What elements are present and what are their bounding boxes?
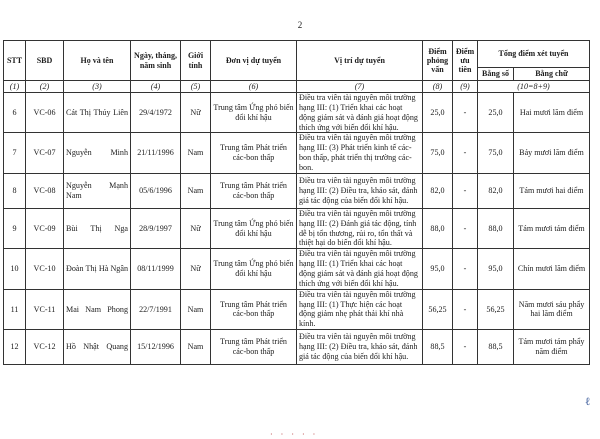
cell-interview-score: 95,0 <box>423 249 453 289</box>
col-number: (9) <box>453 81 478 93</box>
col-number: (1) <box>4 81 26 93</box>
page-stamp: · · · · · <box>270 430 319 439</box>
cell-dob: 21/11/1996 <box>131 133 181 173</box>
cell-total-words: Chín mươi lăm điểm <box>514 249 590 289</box>
col-number: (4) <box>131 81 181 93</box>
cell-total-numeric: 75,0 <box>478 133 514 173</box>
header-position: Vị trí dự tuyển <box>297 41 423 81</box>
cell-total-numeric: 82,0 <box>478 173 514 208</box>
cell-total-numeric: 56,25 <box>478 289 514 329</box>
col-number: (10=8+9) <box>478 81 590 93</box>
cell-interview-score: 88,0 <box>423 208 453 248</box>
pen-mark: ℓ <box>585 396 591 408</box>
cell-priority-score: - <box>453 93 478 133</box>
cell-name: Mai Nam Phong <box>64 289 131 329</box>
cell-interview-score: 25,0 <box>423 93 453 133</box>
cell-priority-score: - <box>453 330 478 365</box>
table-row <box>4 208 590 248</box>
header-dob: Ngày, tháng, năm sinh <box>131 41 181 81</box>
table-row <box>4 330 590 365</box>
cell-name: Nguyễn Minh <box>64 133 131 173</box>
cell-interview-score: 56,25 <box>423 289 453 329</box>
cell-priority-score: - <box>453 133 478 173</box>
col-number: (7) <box>297 81 423 93</box>
col-number: (6) <box>211 81 297 93</box>
cell-stt: 8 <box>4 173 26 208</box>
cell-dob: 08/11/1999 <box>131 249 181 289</box>
cell-name: Nguyễn Mạnh Nam <box>64 173 131 208</box>
cell-total-words: Năm mươi sáu phẩy hai lăm điểm <box>514 289 590 329</box>
cell-stt: 7 <box>4 133 26 173</box>
cell-sbd: VC-09 <box>26 208 64 248</box>
header-total-words: Bằng chữ <box>514 68 590 81</box>
table-row <box>4 289 590 329</box>
cell-stt: 9 <box>4 208 26 248</box>
cell-sbd: VC-06 <box>26 93 64 133</box>
cell-dob: 28/9/1997 <box>131 208 181 248</box>
cell-position: Điều tra viên tài nguyên môi trường hạng III: (1) Triển khai các hoạt động giám sát và đánh giá hoạt động thích ứng với biến đổi khí hậu. <box>297 93 423 133</box>
cell-gender: Nữ <box>181 249 211 289</box>
cell-name: Cát Thị Thúy Liên <box>64 93 131 133</box>
cell-dob: 29/4/1972 <box>131 93 181 133</box>
column-number-row <box>4 81 590 93</box>
cell-total-numeric: 88,5 <box>478 330 514 365</box>
cell-stt: 6 <box>4 93 26 133</box>
cell-total-numeric: 95,0 <box>478 249 514 289</box>
table-row <box>4 93 590 133</box>
cell-unit: Trung tâm Phát triển các-bon thấp <box>211 330 297 365</box>
col-number: (3) <box>64 81 131 93</box>
header-total-numeric: Bằng số <box>478 68 514 81</box>
cell-interview-score: 75,0 <box>423 133 453 173</box>
cell-total-words: Tám mươi hai điểm <box>514 173 590 208</box>
cell-name: Bùi Thị Nga <box>64 208 131 248</box>
cell-interview-score: 82,0 <box>423 173 453 208</box>
cell-priority-score: - <box>453 289 478 329</box>
cell-unit: Trung tâm Ứng phó biến đổi khí hậu <box>211 208 297 248</box>
header-unit: Đơn vị dự tuyển <box>211 41 297 81</box>
cell-unit: Trung tâm Phát triển các-bon thấp <box>211 289 297 329</box>
cell-unit: Trung tâm Phát triển các-bon thấp <box>211 133 297 173</box>
cell-priority-score: - <box>453 249 478 289</box>
cell-total-words: Hai mươi lăm điểm <box>514 93 590 133</box>
cell-total-numeric: 88,0 <box>478 208 514 248</box>
cell-position: Điều tra viên tài nguyên môi trường hạng III: (3) Phát triển kinh tế các-bon thấp, phát triển thị trường các-bon. <box>297 133 423 173</box>
cell-sbd: VC-10 <box>26 249 64 289</box>
cell-priority-score: - <box>453 173 478 208</box>
table-row <box>4 133 590 173</box>
cell-unit: Trung tâm Phát triển các-bon thấp <box>211 173 297 208</box>
cell-stt: 11 <box>4 289 26 329</box>
col-number: (8) <box>423 81 453 93</box>
cell-name: Hồ Nhật Quang <box>64 330 131 365</box>
cell-unit: Trung tâm Ứng phó biến đổi khí hậu <box>211 249 297 289</box>
cell-stt: 12 <box>4 330 26 365</box>
cell-gender: Nữ <box>181 208 211 248</box>
cell-total-words: Tám mươi tám phẩy năm điểm <box>514 330 590 365</box>
cell-total-words: Bảy mươi lăm điểm <box>514 133 590 173</box>
header-total-score: Tổng điểm xét tuyển <box>478 41 590 68</box>
header-gender: Giới tính <box>181 41 211 81</box>
header-name: Họ và tên <box>64 41 131 81</box>
cell-position: Điều tra viên tài nguyên môi trường hạng III: (2) Điều tra, khảo sát, đánh giá tác động của biến đổi khí hậu. <box>297 173 423 208</box>
cell-gender: Nam <box>181 330 211 365</box>
cell-dob: 15/12/1996 <box>131 330 181 365</box>
cell-position: Điều tra viên tài nguyên môi trường hạng III: (1) Thực hiện các hoạt động giảm nhẹ phát thải khí nhà kính. <box>297 289 423 329</box>
col-number: (2) <box>26 81 64 93</box>
cell-priority-score: - <box>453 208 478 248</box>
page-number: 2 <box>297 20 303 30</box>
cell-total-numeric: 25,0 <box>478 93 514 133</box>
cell-gender: Nam <box>181 173 211 208</box>
table-row <box>4 249 590 289</box>
header-stt: STT <box>4 41 26 81</box>
cell-position: Điều tra viên tài nguyên môi trường hạng III: (1) Triển khai các hoạt động giám sát và đánh giá hoạt động thích ứng với biến đổi khí hậu. <box>297 249 423 289</box>
cell-total-words: Tám mươi tám điểm <box>514 208 590 248</box>
cell-gender: Nam <box>181 133 211 173</box>
cell-dob: 22/7/1991 <box>131 289 181 329</box>
cell-gender: Nữ <box>181 93 211 133</box>
header-sbd: SBD <box>26 41 64 81</box>
cell-dob: 05/6/1996 <box>131 173 181 208</box>
cell-unit: Trung tâm Ứng phó biến đổi khí hậu <box>211 93 297 133</box>
header-interview-score: Điểm phỏng vấn <box>423 41 453 81</box>
cell-sbd: VC-07 <box>26 133 64 173</box>
results-table <box>3 40 590 365</box>
cell-stt: 10 <box>4 249 26 289</box>
cell-interview-score: 88,5 <box>423 330 453 365</box>
cell-sbd: VC-08 <box>26 173 64 208</box>
table-row <box>4 173 590 208</box>
cell-name: Đoàn Thị Hà Ngân <box>64 249 131 289</box>
cell-gender: Nam <box>181 289 211 329</box>
header-priority-score: Điểm ưu tiên <box>453 41 478 81</box>
cell-sbd: VC-12 <box>26 330 64 365</box>
cell-sbd: VC-11 <box>26 289 64 329</box>
cell-position: Điều tra viên tài nguyên môi trường hạng III: (2) Đánh giá tác động, tính dễ bị tổn thương, rủi ro, tổn thất và thiệt hại do biến đổi khí hậu. <box>297 208 423 248</box>
col-number: (5) <box>181 81 211 93</box>
cell-position: Điều tra viên tài nguyên môi trường hạng III: (2) Điều tra, khảo sát, đánh giá tác động của biến đổi khí hậu. <box>297 330 423 365</box>
